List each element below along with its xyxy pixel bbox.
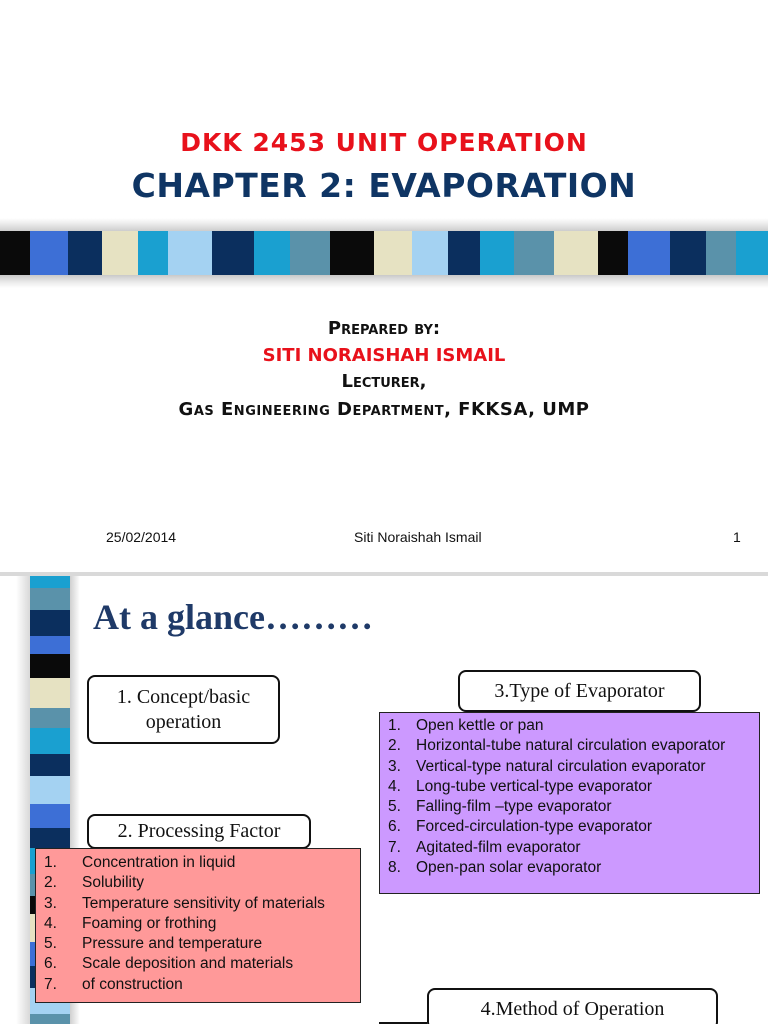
concept-operation-box: 1. Concept/basic operation	[87, 675, 280, 744]
list-item-text: Forced-circulation-type evaporator	[416, 818, 653, 836]
stripe-segment	[598, 231, 628, 275]
sidebar-segment	[30, 576, 70, 588]
list-item	[44, 934, 360, 954]
list-item-text: Temperature sensitivity of materials	[82, 894, 325, 912]
list-item	[388, 777, 759, 797]
list-item-number: 2.	[44, 874, 57, 892]
list-item	[44, 914, 360, 934]
list-item	[388, 716, 759, 736]
list-item-number: 3.	[388, 757, 401, 775]
sidebar-segment	[30, 708, 70, 728]
footer-date: 25/02/2014	[106, 529, 177, 545]
slide-title: At a glance………	[93, 597, 373, 637]
list-item	[44, 954, 360, 974]
stripe-segment	[330, 231, 374, 275]
list-item-number: 5.	[388, 798, 401, 816]
sidebar-segment	[30, 828, 70, 848]
author-name: SITI NORAISHAH ISMAIL	[262, 345, 506, 366]
stripe-segment	[374, 231, 412, 275]
list-item-number: 2.	[388, 737, 401, 755]
list-item-number: 8.	[388, 859, 401, 877]
stripe-segment	[212, 231, 254, 275]
list-item-number: 4.	[388, 777, 401, 795]
list-item-text: Horizontal-tube natural circulation evaporator	[416, 737, 726, 755]
stripe-segment	[670, 231, 706, 275]
list-item-text: Vertical-type natural circulation evaporator	[416, 757, 706, 775]
list-item-text: of construction	[82, 975, 183, 993]
list-item	[44, 873, 360, 893]
sidebar-segment	[30, 804, 70, 828]
stripe-segment	[480, 231, 514, 275]
stripe-segment	[168, 231, 212, 275]
chapter-title: CHAPTER 2: EVAPORATION	[131, 166, 637, 205]
stripe-segment	[0, 231, 30, 275]
sidebar-segment	[30, 728, 70, 754]
list-item-number: 7.	[388, 838, 401, 856]
list-item-text: Concentration in liquid	[82, 854, 236, 871]
list-item	[388, 757, 759, 777]
list-item	[388, 858, 759, 878]
list-item-number: 1.	[44, 854, 57, 871]
list-item	[388, 838, 759, 858]
sidebar-segment	[30, 636, 70, 654]
author-department: Gas Engineering Department, FKKSA, UMP	[178, 399, 590, 420]
processing-factor-box: 2. Processing Factor	[87, 814, 311, 849]
list-item-number: 6.	[44, 955, 57, 973]
list-item-text: Falling-film –type evaporator	[416, 798, 612, 816]
prepared-by-label: Prepared by:	[327, 318, 441, 339]
sidebar-segment	[30, 754, 70, 776]
stripe-segment	[628, 231, 670, 275]
footer-page-number: 1	[733, 529, 741, 545]
stripe-segment	[412, 231, 448, 275]
list-item-number: 7.	[44, 975, 57, 993]
list-item-text: Scale deposition and materials	[82, 955, 294, 973]
list-item-number: 1.	[388, 717, 401, 734]
list-item-text: Solubility	[82, 874, 145, 892]
course-title: DKK 2453 UNIT OPERATION	[180, 128, 588, 157]
stripe-segment	[68, 231, 102, 275]
processing-factor-list	[35, 848, 361, 1003]
list-item-text: Agitated-film evaporator	[416, 838, 581, 856]
list-item	[44, 975, 360, 995]
overview-slide	[0, 576, 768, 1024]
evaporator-type-box: 3.Type of Evaporator	[458, 670, 701, 712]
list-item-number: 6.	[388, 818, 401, 836]
sidebar-segment	[30, 678, 70, 708]
list-item-number: 3.	[44, 894, 57, 912]
evaporator-type-list	[379, 712, 760, 894]
list-item-text: Pressure and temperature	[82, 935, 263, 953]
sidebar-segment	[30, 610, 70, 636]
list-item-text: Long-tube vertical-type evaporator	[416, 777, 653, 795]
list-item-number: 4.	[44, 914, 57, 932]
stripe-segment	[554, 231, 598, 275]
method-of-operation-box: 4.Method of Operation	[427, 988, 718, 1024]
stripe-segment	[102, 231, 138, 275]
stripe-segment	[514, 231, 554, 275]
author-role: Lecturer,	[341, 371, 427, 392]
sidebar-segment	[30, 654, 70, 678]
stripe-segment	[736, 231, 768, 275]
stripe-segment	[706, 231, 736, 275]
list-item	[388, 797, 759, 817]
stripe-segment	[30, 231, 68, 275]
sidebar-segment	[30, 588, 70, 610]
list-item-text: Open-pan solar evaporator	[416, 859, 602, 877]
sidebar-segment	[30, 776, 70, 804]
stripe-segment	[448, 231, 480, 275]
list-item	[388, 736, 759, 756]
list-item-text: Foaming or frothing	[82, 914, 217, 932]
stripe-segment	[254, 231, 290, 275]
footer-author: Siti Noraishah Ismail	[354, 529, 482, 545]
sidebar-shadow	[16, 576, 30, 1024]
list-item	[44, 894, 360, 914]
list-item	[388, 817, 759, 837]
stripe-segment	[138, 231, 168, 275]
stripe-segment	[290, 231, 330, 275]
color-stripe	[0, 231, 768, 275]
sidebar-segment	[30, 1014, 70, 1024]
list-item-text: Open kettle or pan	[416, 717, 544, 734]
list-item	[44, 853, 360, 873]
list-item-number: 5.	[44, 935, 57, 953]
